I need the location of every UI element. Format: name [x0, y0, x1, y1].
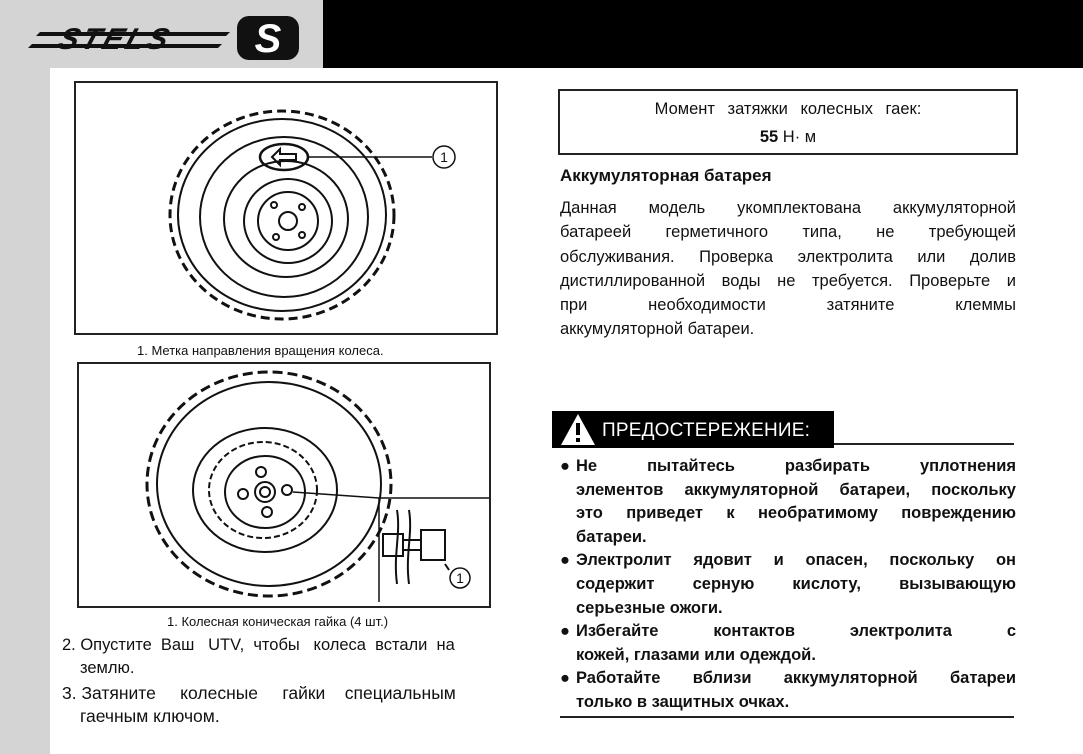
warning-line: батареи. — [576, 527, 647, 546]
battery-paragraph — [560, 196, 1016, 342]
bullet: ● — [560, 669, 570, 688]
torque-label: Момент затяжки колесных гаек: — [654, 100, 922, 118]
torque-value: 55 — [759, 128, 779, 146]
warning-line: Работайте вблизи аккумуляторной батареи — [576, 669, 1016, 688]
step-3 — [62, 682, 518, 728]
battery-line: обслуживания. Проверка электролита или долив — [560, 247, 1016, 266]
stels-logo — [0, 0, 323, 68]
step-2-line-2: землю. — [80, 659, 135, 677]
warning-line: Электролит ядовит и опасен, поскольку он — [576, 551, 1016, 570]
step-2 — [62, 634, 502, 680]
battery-line: при необходимости затяните клеммы — [560, 296, 1016, 315]
wheel-nut-illustration — [79, 364, 489, 606]
battery-section-title: Аккумуляторная батарея — [560, 166, 772, 185]
figure1-caption: 1. Метка направления вращения колеса. — [137, 343, 384, 358]
bullet: ● — [560, 551, 570, 570]
bullet: ● — [560, 622, 570, 641]
warning-line: Избегайте контактов электролита с — [576, 622, 1016, 641]
warning-line: Не пытайтесь разбирать уплотнения — [576, 457, 1016, 475]
torque-unit: Н· м — [782, 128, 817, 146]
logo-mark: S — [254, 17, 282, 61]
logo-wordmark: STELS — [53, 21, 177, 56]
step-3-line-1: 3. Затяните колесные гайки специальным — [62, 683, 456, 703]
warning-bottom-rule — [560, 716, 1014, 718]
torque-spec-box — [558, 89, 1018, 155]
warning-top-rule — [834, 443, 1014, 445]
warning-item — [560, 667, 1016, 714]
warning-line: это приведет к необратимому повреждению — [576, 504, 1016, 523]
battery-line: Данная модель укомплектована аккумуляторной — [560, 199, 1016, 217]
warning-item — [560, 455, 1016, 549]
torque-value-line — [560, 128, 1016, 147]
logo-area — [0, 0, 323, 68]
warning-title: ПРЕДОСТЕРЕЖЕНИЕ: — [602, 420, 811, 441]
warning-line: элементов аккумуляторной батареи, поскольку — [576, 480, 1016, 499]
bullet: ● — [560, 457, 570, 475]
step-3-line-2: гаечным ключом. — [80, 706, 220, 726]
warning-line: содержит серную кислоту, вызывающую — [576, 574, 1016, 593]
left-margin-bar — [0, 68, 50, 754]
warning-line: только в защитных очках. — [576, 692, 790, 711]
figure2-callout-number: 1 — [456, 570, 464, 586]
figure1-callout-number: 1 — [440, 149, 448, 165]
figure-wheel-rotation — [74, 81, 498, 335]
figure2-caption: 1. Колесная коническая гайка (4 шт.) — [167, 614, 389, 629]
warning-header — [552, 411, 834, 448]
step-2-line-1: 2. Опустите Ваш UTV, чтобы колеса встали на — [62, 636, 455, 654]
warning-line: серьезные ожоги. — [576, 598, 723, 617]
warning-item — [560, 549, 1016, 620]
warning-item — [560, 620, 1016, 667]
warning-line: кожей, глазами или одеждой. — [576, 645, 816, 664]
wheel-rotation-illustration — [76, 83, 496, 333]
warning-triangle-icon — [558, 411, 598, 448]
warning-list — [560, 455, 1016, 715]
battery-line: дистиллированной воды не требуется. Проверьте и — [560, 271, 1016, 290]
battery-line: батареей герметичного типа, не требующей — [560, 223, 1016, 242]
figure-wheel-nut — [77, 362, 491, 608]
battery-line: аккумуляторной батареи. — [560, 320, 755, 339]
